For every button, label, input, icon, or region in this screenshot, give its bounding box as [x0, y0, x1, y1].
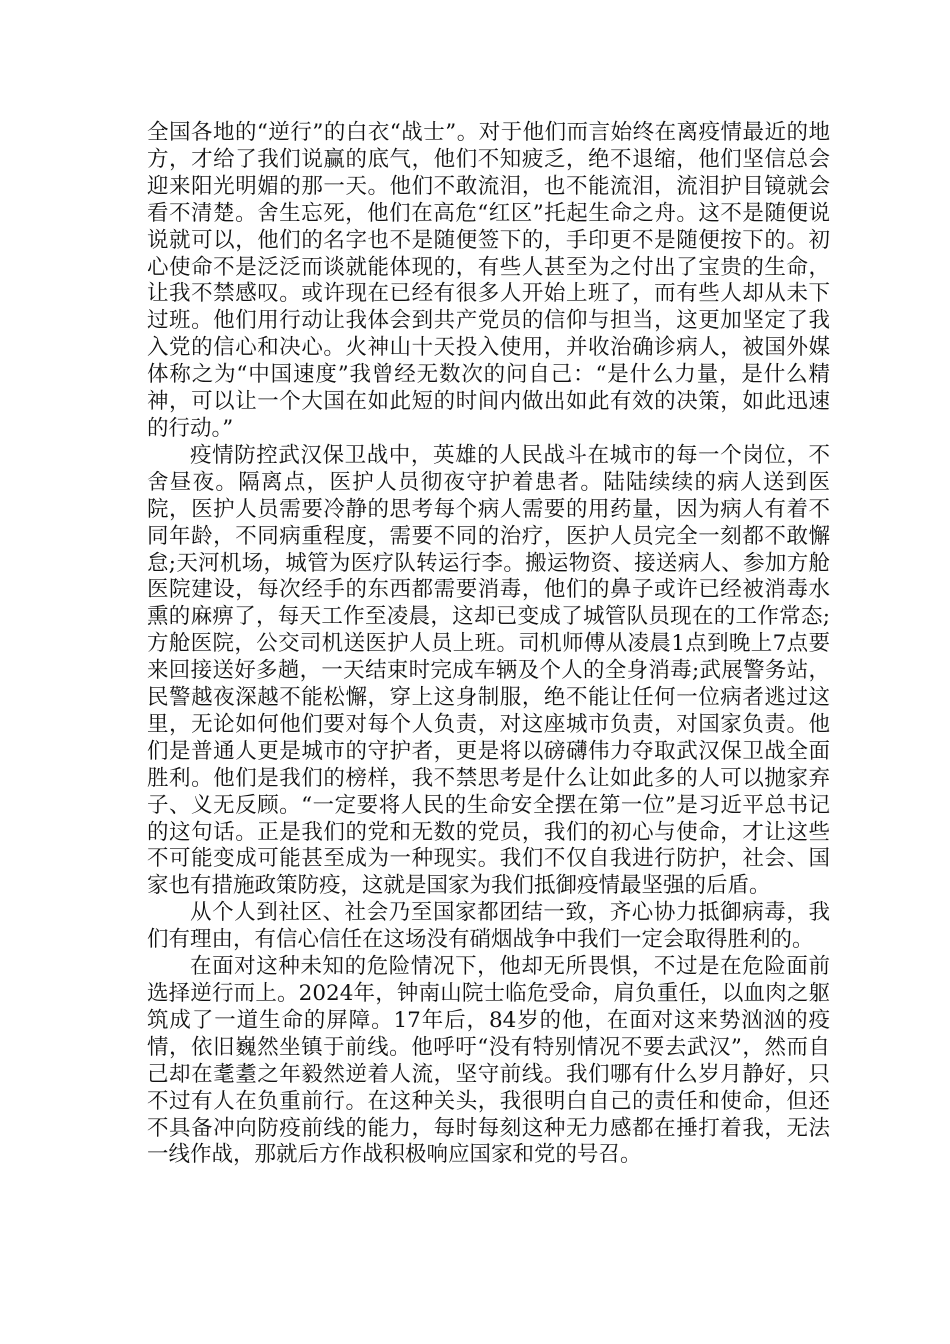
paragraph-zhong-nanshan: 在面对这种未知的危险情况下，他却无所畏惧，不过是在危险面前选择逆行而上。2024年，钟南山院士临危受命，肩负重任，以血肉之躯筑成了一道生命的屏障。17年后，84岁的他，在面对这来势汹汹的疫情，依旧巍然坐镇于前线。他呼吁“没有特别情况不要去武汉”，然而自己却在耄耋之年毅然逆着人流，坚守前线。我们哪有什么岁月静好，只不过有人在负重前行。在这种关头，我很明白自己的责任和使命，但还不具备冲向防疫前线的能力，每时每刻这种无力感都在捶打着我，无法一线作战，那就后方作战积极响应国家和党的号召。 — [147, 954, 830, 1168]
paragraph-wuhan-defense: 疫情防控武汉保卫战中，英雄的人民战斗在城市的每一个岗位，不舍昼夜。隔离点，医护人员彻夜守护着患者。陆陆续续的病人送到医院，医护人员需要冷静的思考每个病人需要的用药量，因为病人有着不同年龄，不同病重程度，需要不同的治疗，医护人员完全一刻都不敢懈怠;天河机场，城管为医疗队转运行李。搬运物资、接送病人、参加方舱医院建设，每次经手的东西都需要消毒，他们的鼻子或许已经被消毒水熏的麻痹了，每天工作至凌晨，这却已变成了城管队员现在的工作常态;方舱医院，公交司机送医护人员上班。司机师傅从凌晨1点到晚上7点要来回接送好多趟，一天结束时完成车辆及个人的全身消毒;武展警务站，民警越夜深越不能松懈，穿上这身制服，绝不能让任何一位病者逃过这里，无论如何他们要对每个人负责，对这座城市负责，对国家负责。他们是普通人更是城市的守护者，更是将以磅礴伟力夺取武汉保卫战全面胜利。他们是我们的榜样，我不禁思考是什么让如此多的人可以抛家弃子、义无反顾。“一定要将人民的生命安全摆在第一位”是习近平总书记的这句话。正是我们的党和无数的党员，我们的初心与使命，才让这些不可能变成可能甚至成为一种现实。我们不仅自我进行防护，社会、国家也有措施政策防疫，这就是国家为我们抵御疫情最坚强的后盾。 — [147, 442, 830, 899]
paragraph-unity: 从个人到社区、社会乃至国家都团结一致，齐心协力抵御病毒，我们有理由，有信心信任在这场没有硝烟战争中我们一定会取得胜利的。 — [147, 900, 830, 953]
document-body — [147, 120, 830, 1169]
paragraph-frontline-medics: 全国各地的“逆行”的白衣“战士”。对于他们而言始终在离疫情最近的地方，才给了我们说赢的底气，他们不知疲乏，绝不退缩，他们坚信总会迎来阳光明媚的那一天。他们不敢流泪，也不能流泪，流泪护目镜就会看不清楚。舍生忘死，他们在高危“红区”托起生命之舟。这不是随便说说就可以，他们的名字也不是随便签下的，手印更不是随便按下的。初心使命不是泛泛而谈就能体现的，有些人甚至为之付出了宝贵的生命，让我不禁感叹。或许现在已经有很多人开始上班了，而有些人却从未下过班。他们用行动让我体会到共产党员的信仰与担当，这更加坚定了我入党的信心和决心。火神山十天投入使用，并收治确诊病人，被国外媒体称之为“中国速度”我曾经无数次的问自己：“是什么力量，是什么精神，可以让一个大国在如此短的时间内做出如此有效的决策，如此迅速的行动。” — [147, 120, 830, 441]
